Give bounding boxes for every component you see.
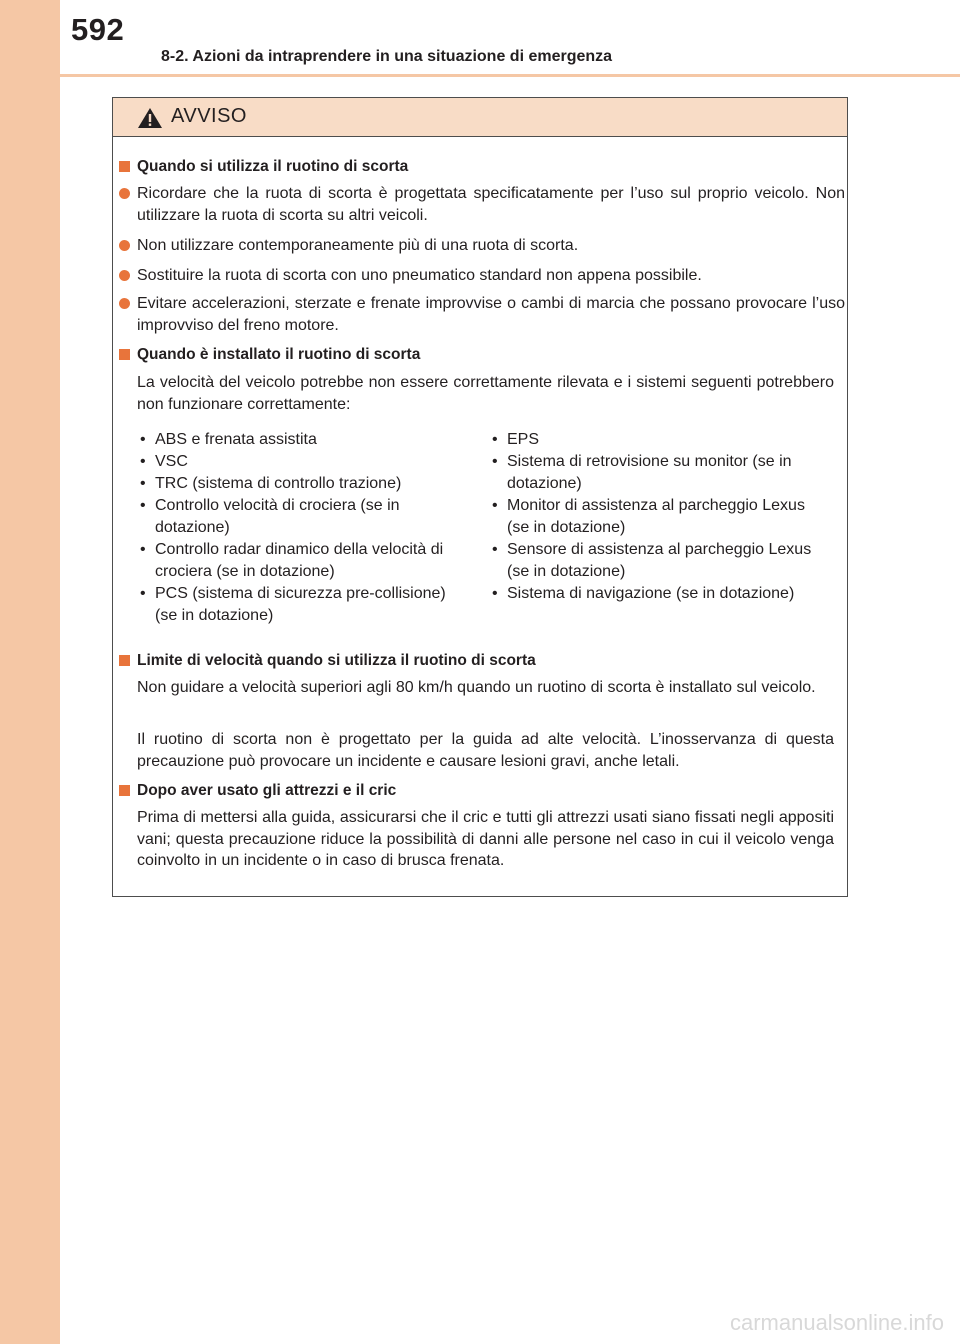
square-bullet-icon — [119, 349, 130, 360]
square-bullet-icon — [119, 161, 130, 172]
square-bullet-icon — [119, 785, 130, 796]
watermark: carmanualsonline.info — [729, 1310, 944, 1335]
warning-header — [113, 98, 847, 137]
list-item: • Sensore di assistenza al parcheggio Lexus (se in dotazione) — [489, 539, 825, 583]
section-text: La velocità del veicolo potrebbe non essere correttamente rilevata e i sistemi seguenti potrebbero non funzionare correttamente: — [137, 374, 834, 413]
list-item: Sostituire la ruota di scorta con uno pneumatico standard non appena possibile. — [119, 265, 845, 287]
side-color-strip — [0, 0, 60, 1344]
page-number: 592 — [71, 12, 125, 47]
list-item: • Monitor di assistenza al parcheggio Lexus (se in dotazione) — [489, 495, 825, 539]
warning-title: AVVISO — [171, 105, 247, 127]
list-item: • TRC (sistema di controllo trazione) — [137, 473, 472, 495]
list-item: • EPS — [489, 429, 825, 451]
list-item: Evitare accelerazioni, sterzate e frenate improvvise o cambi di marcia che possano provocare l’uso improvviso del freno motore. — [119, 293, 845, 336]
round-bullet-icon — [119, 188, 130, 199]
warning-triangle-icon — [137, 107, 163, 129]
list-item: • Controllo velocità di crociera (se in dotazione) — [137, 495, 472, 539]
section-text: Non guidare a velocità superiori agli 80 km/h quando un ruotino di scorta è installato sul veicolo. — [137, 679, 816, 696]
list-item: • PCS (sistema di sicurezza pre-collisione) (se in dotazione) — [137, 583, 472, 627]
warning-box — [112, 97, 848, 897]
list-item: • Sistema di navigazione (se in dotazione) — [489, 583, 825, 605]
section-title: Quando si utilizza il ruotino di scorta — [119, 156, 408, 178]
round-bullet-icon — [119, 270, 130, 281]
list-item: • VSC — [137, 451, 472, 473]
list-item: • Controllo radar dinamico della velocità di crociera (se in dotazione) — [137, 539, 472, 583]
list-item: Ricordare che la ruota di scorta è progettata specificatamente per l’uso sul proprio veicolo. Non utilizzare la ruota di scorta su altri veicoli. — [119, 183, 845, 226]
list-item: • ABS e frenata assistita — [137, 429, 472, 451]
systems-list-left — [137, 429, 472, 627]
square-bullet-icon — [119, 655, 130, 666]
round-bullet-icon — [119, 298, 130, 309]
header-divider — [60, 74, 960, 77]
section-title: Quando è installato il ruotino di scorta — [119, 344, 420, 366]
systems-list-right — [489, 429, 825, 605]
list-item: Non utilizzare contemporaneamente più di una ruota di scorta. — [119, 235, 845, 257]
round-bullet-icon — [119, 240, 130, 251]
section-title: Dopo aver usato gli attrezzi e il cric — [119, 780, 396, 802]
section-header-title: 8-2. Azioni da intraprendere in una situazione di emergenza — [161, 48, 613, 65]
section-text: Il ruotino di scorta non è progettato per la guida ad alte velocità. L’inosservanza di questa precauzione può provocare un incidente e causare lesioni gravi, anche letali. — [137, 731, 834, 770]
section-text: Prima di mettersi alla guida, assicurarsi che il cric e tutti gli attrezzi usati siano fissati negli appositi vani; questa precauzione riduce la possibilità di danni alle persone nel caso in cui il veicolo venga coinvolto in un incidente o in caso di brusca frenata. — [137, 809, 834, 869]
list-item: • Sistema di retrovisione su monitor (se in dotazione) — [489, 451, 825, 495]
section-title: Limite di velocità quando si utilizza il ruotino di scorta — [119, 650, 536, 672]
